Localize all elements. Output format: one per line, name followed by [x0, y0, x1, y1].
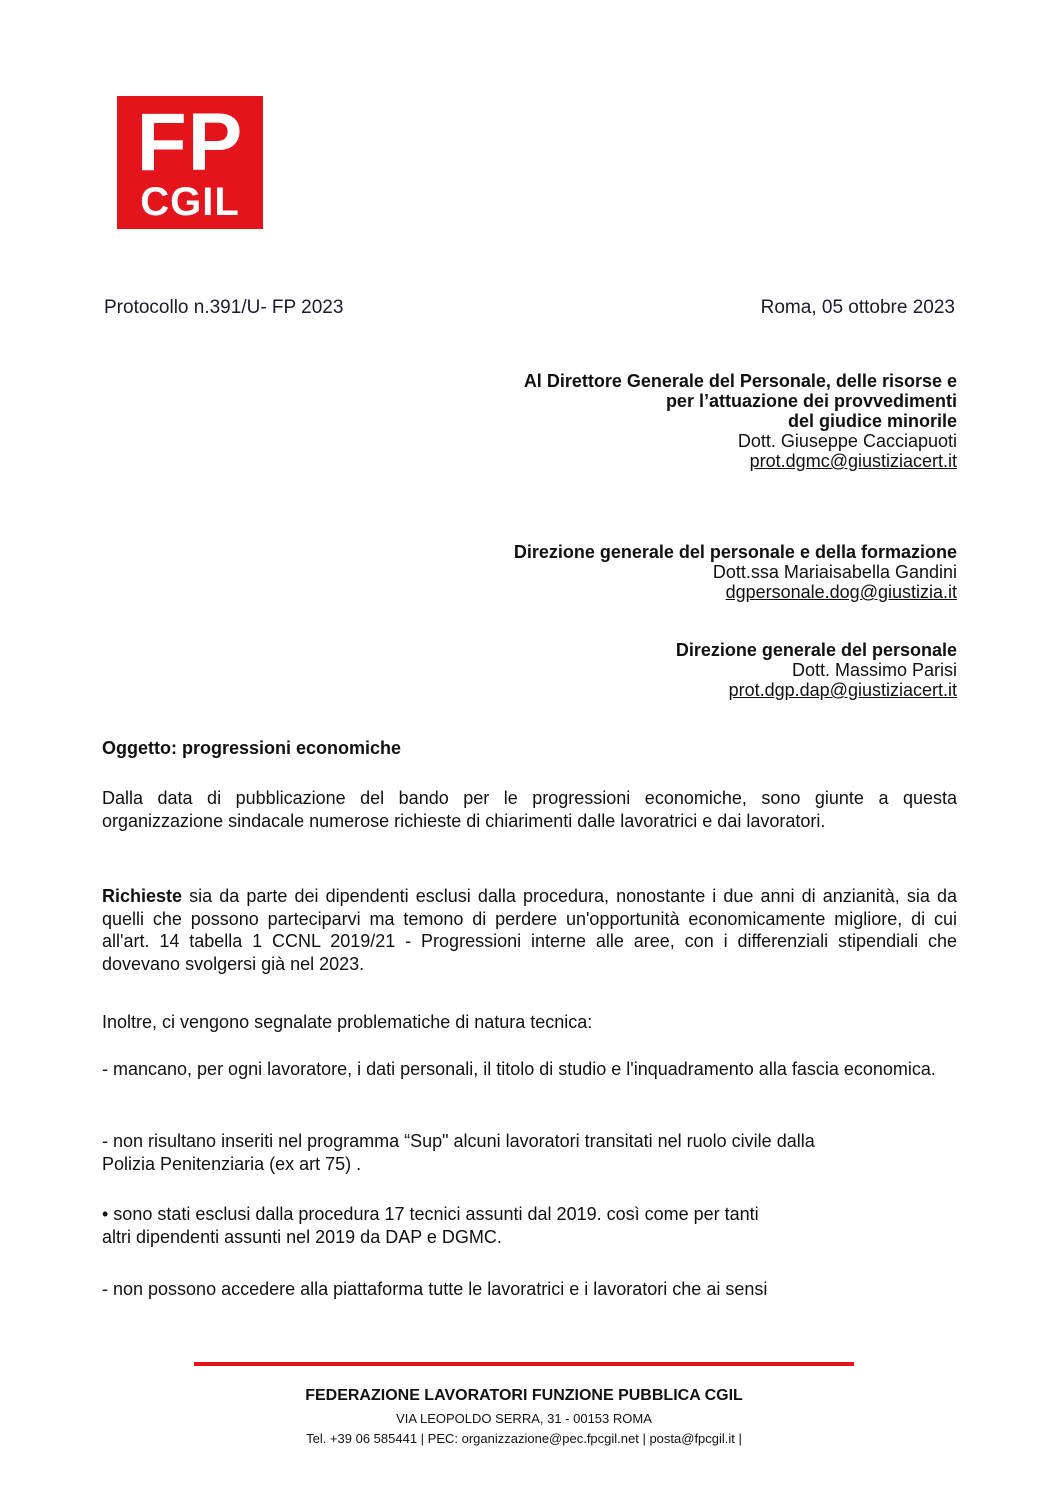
- recipient-block: [524, 371, 957, 471]
- paragraph-line: • sono stati esclusi dalla procedura 17 tecnici assunti dal 2019. così come per tanti: [102, 1204, 759, 1224]
- footer-address: VIA LEOPOLDO SERRA, 31 - 00153 ROMA: [396, 1411, 652, 1426]
- paragraph-line: - non risultano inseriti nel programma “Sup" alcuni lavoratori transitati nel ruolo civile dalla: [102, 1131, 815, 1151]
- recipient-title-line: Direzione generale del personale: [675, 640, 957, 660]
- body-paragraph: - mancano, per ogni lavoratore, i dati personali, il titolo di studio e l'inquadramento alla fascia economica.: [102, 1059, 936, 1079]
- recipient-title-line: per l’attuazione dei provvedimenti: [665, 391, 957, 411]
- recipient-block: [676, 640, 957, 700]
- recipient-name: Dott. Massimo Parisi: [791, 660, 957, 680]
- recipient-email-link[interactable]: prot.dgmc@giustiziacert.it: [749, 451, 957, 471]
- body-paragraph: - non possono accedere alla piattaforma tutte le lavoratrici e i lavoratori che ai sensi: [102, 1279, 768, 1299]
- body-paragraph: Dalla data di pubblicazione del bando per le progressioni economiche, sono giunte a questa organizzazione sindacale numerose richieste di chiarimenti dalle lavoratrici e dai lavoratori.: [102, 788, 957, 831]
- footer-organization: FEDERAZIONE LAVORATORI FUNZIONE PUBBLICA CGIL: [305, 1387, 743, 1404]
- recipient-email-link[interactable]: prot.dgp.dap@giustiziacert.it: [728, 680, 957, 700]
- recipient-title-line: Al Direttore Generale del Personale, delle risorse e: [523, 371, 957, 391]
- body-paragraph: [102, 1203, 957, 1248]
- logo-fp-text: FP: [136, 97, 244, 188]
- paragraph-line: Polizia Penitenziaria (ex art 75) .: [102, 1153, 362, 1174]
- letter-subject: Oggetto: progressioni economiche: [102, 738, 402, 758]
- letter-date: Roma, 05 ottobre 2023: [760, 297, 955, 318]
- logo-cgil-text: CGIL: [140, 180, 240, 224]
- recipient-title-line: Direzione generale del personale e della formazione: [513, 542, 957, 562]
- protocol-number: Protocollo n.391/U- FP 2023: [104, 297, 344, 318]
- body-paragraph: Inoltre, ci vengono segnalate problematiche di natura tecnica:: [102, 1012, 593, 1032]
- recipient-block: [514, 542, 957, 602]
- paragraph-lead-bold: Richieste: [102, 886, 183, 906]
- body-paragraph: [102, 1130, 957, 1175]
- recipient-title-line: del giudice minorile: [787, 411, 957, 431]
- fp-cgil-logo: [117, 96, 263, 229]
- body-paragraph: [102, 885, 957, 975]
- recipient-name: Dott.ssa Mariaisabella Gandini: [712, 562, 957, 582]
- footer-divider: [194, 1362, 854, 1366]
- recipient-email-link[interactable]: dgpersonale.dog@giustizia.it: [725, 582, 957, 602]
- paragraph-line: altri dipendenti assunti nel 2019 da DAP e DGMC.: [102, 1226, 502, 1247]
- footer-contacts: Tel. +39 06 585441 | PEC: organizzazione@pec.fpcgil.net | posta@fpcgil.it |: [306, 1431, 742, 1446]
- paragraph-text: sia da parte dei dipendenti esclusi dalla procedura, nonostante i due anni di anzianità, sia da quelli che possono parteciparvi ma temono di perdere un'opportunità economicamente migliore, di cui all'art. 14 tabella 1 CCNL 2019/21 - Progressioni interne alle aree, con i differenziali stipendiali che dovevano svolgersi già nel 2023.: [102, 886, 957, 974]
- recipient-name: Dott. Giuseppe Cacciapuoti: [737, 431, 957, 451]
